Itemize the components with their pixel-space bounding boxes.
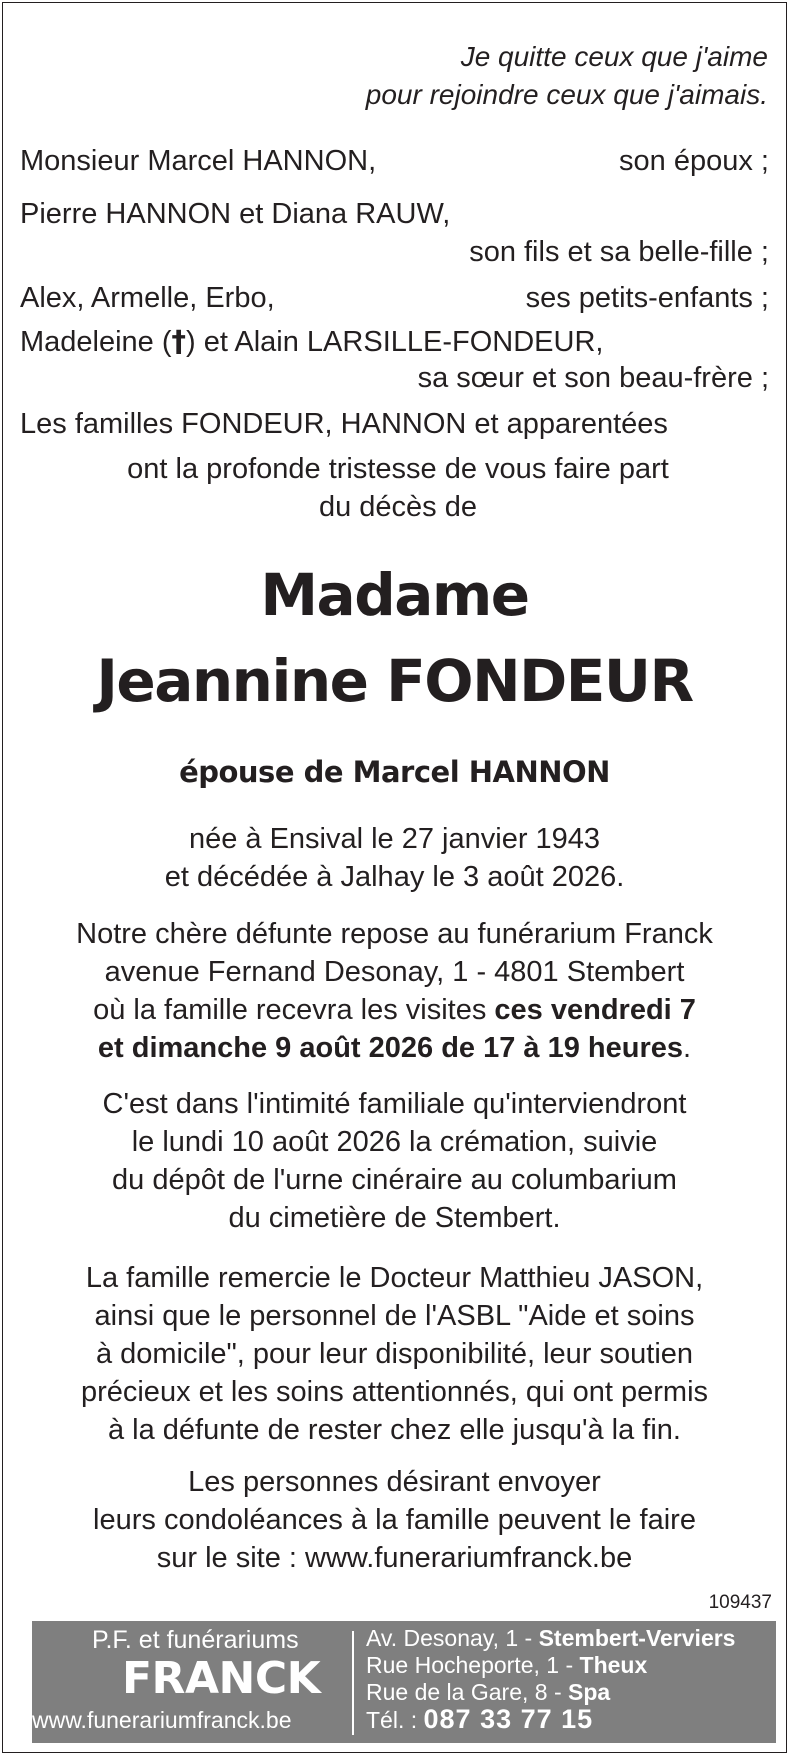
family-grandchildren-names: Alex, Armelle, Erbo, [20,282,275,314]
phone-line: Tél. : 087 33 77 15 [366,1704,594,1734]
announce-line-1: ont la profonde tristesse de vous faire part [127,453,669,485]
deceased-birth: née à Ensival le 27 janvier 1943 [188,823,601,855]
family-extended: Les familles FONDEUR, HANNON et apparentées [20,408,668,440]
cremation-line-4: du cimetière de Stembert. [228,1202,561,1234]
deceased-spouse: épouse de Marcel HANNON [179,755,610,789]
condolences-line-1: Les personnes désirant envoyer [188,1466,601,1498]
family-son-name: Pierre HANNON et Diana RAUW, [20,198,451,230]
cremation-line-3: du dépôt de l'urne cinéraire au columbarium [112,1164,677,1196]
phone-number: 087 33 77 15 [423,1704,594,1734]
address-theux: Rue Hocheporte, 1 - Theux [366,1652,648,1678]
cremation-line-1: C'est dans l'intimité familiale qu'interviendront [102,1088,687,1120]
obituary-notice [2,2,787,1753]
cross-icon: † [171,324,187,358]
thanks-line-5: à la défunte de rester chez elle jusqu'à la fin. [107,1414,681,1446]
deceased-title: Madame [260,561,529,629]
quote-line-1: Je quitte ceux que j'aime [460,41,768,72]
footer-divider [352,1631,354,1735]
family-spouse-name: Monsieur Marcel HANNON, [20,145,377,177]
condolences-line-3: sur le site : www.funerariumfranck.be [156,1542,633,1574]
quote-line-2: pour rejoindre ceux que j'aimais. [365,79,768,110]
family-spouse-relation: son époux ; [619,145,769,177]
family-son-relation: son fils et sa belle-fille ; [469,236,769,268]
thanks-line-3: à domicile", pour leur disponibilité, leur soutien [95,1338,694,1370]
thanks-line-2: ainsi que le personnel de l'ASBL "Aide et soins [94,1300,695,1332]
funeral-home-brand-logo: FRANCK [122,1653,321,1704]
reference-number: 109437 [708,1592,772,1613]
announce-line-2: du décès de [318,491,477,523]
address-spa: Rue de la Gare, 8 - Spa [366,1679,611,1705]
thanks-line-1: La famille remercie le Docteur Matthieu JASON, [85,1262,704,1294]
condolences-line-2: leurs condoléances à la famille peuvent le faire [93,1504,696,1536]
visitation-line-2: avenue Fernand Desonay, 1 - 4801 Stembert [104,956,685,988]
visitation-line-3: où la famille recevra les visites ces vendredi 7 [93,994,696,1026]
funeral-home-banner [32,1621,776,1743]
address-stembert: Av. Desonay, 1 - Stembert-Verviers [366,1625,736,1651]
family-grandchildren-relation: ses petits-enfants ; [525,282,769,314]
visitation-line-4: et dimanche 9 août 2026 de 17 à 19 heures. [97,1032,692,1064]
deceased-death: et décédée à Jalhay le 3 août 2026. [164,861,625,893]
funeral-home-website: www.funerariumfranck.be [32,1707,292,1733]
visitation-line-1: Notre chère défunte repose au funérarium Franck [76,918,713,950]
family-sister-relation: sa sœur et son beau-frère ; [417,362,769,394]
family-sister-name: Madeleine (†) et Alain LARSILLE-FONDEUR, [20,324,604,358]
cremation-line-2: le lundi 10 août 2026 la crémation, suivie [131,1126,658,1158]
deceased-name: Jeannine FONDEUR [96,647,693,715]
thanks-line-4: précieux et les soins attentionnés, qui ont permis [80,1376,709,1408]
funeral-home-tagline: P.F. et funérariums [92,1626,299,1654]
